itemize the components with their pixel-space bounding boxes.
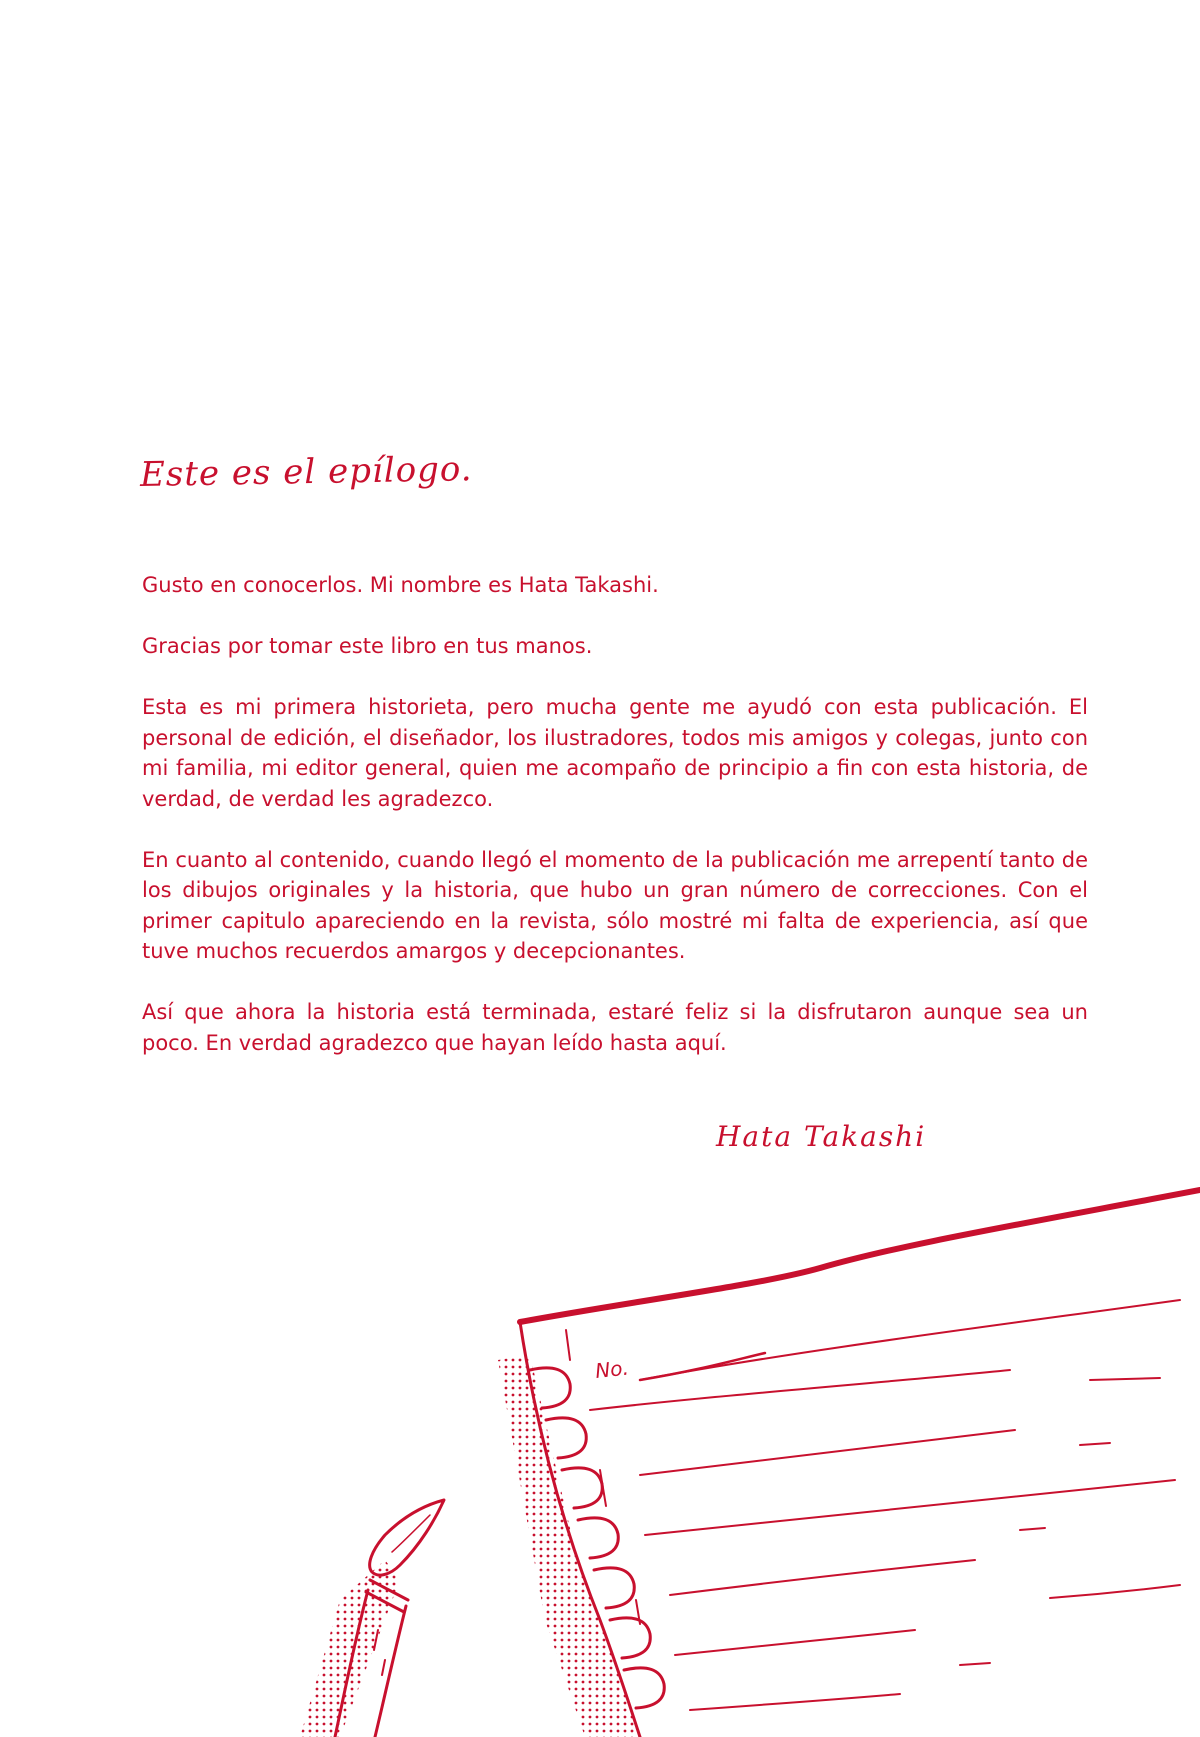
author-signature: Hata Takashi [716, 1120, 927, 1153]
brush-pen-icon [300, 1500, 444, 1737]
paragraph-closing: Así que ahora la historia está terminada, estaré feliz si la disfrutaron aunque sea un poco. En verdad agradezco que hayan leído hasta aquí. [142, 1000, 1088, 1055]
paragraph-greeting: Gusto en conocerlos. Mi nombre es Hata Takashi. [142, 573, 659, 597]
epilogue-heading: Este es el epílogo. [139, 449, 473, 495]
paragraph-thanks: Gracias por tomar este libro en tus manos. [142, 634, 593, 658]
paragraph-content: En cuanto al contenido, cuando llegó el momento de la publicación me arrepentí tanto de los dibujos originales y la historia, que hubo un gran número de correcciones. Con el primer capitulo apareciendo en la revista, sólo mostré mi falta de experiencia, así que tuve muchos recuerdos amargos y decepcionantes. [142, 847, 1088, 963]
paragraph-acknowledgements: Esta es mi primera historieta, pero mucha gente me ayudó con esta publicación. El personal de edición, el diseñador, los ilustradores, todos mis amigos y colegas, junto con mi familia, mi editor general, quien me acompaño de principio a fin con esta historia, de verdad, de verdad les agradezco. [142, 695, 1088, 811]
notebook-number-label: No. [594, 1355, 630, 1383]
notebook-and-pen-illustration [0, 1150, 1200, 1737]
epilogue-body [142, 570, 1088, 1058]
notebook-icon [498, 1190, 1200, 1737]
